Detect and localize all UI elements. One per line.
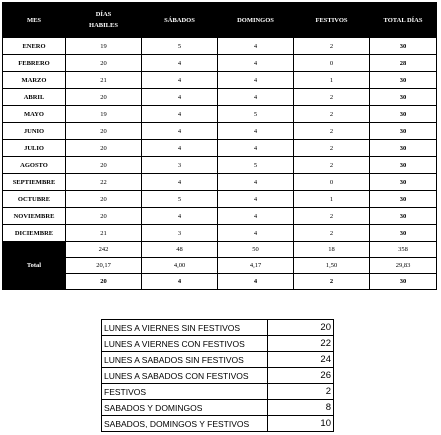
month-row: [3, 123, 437, 140]
summary-row: [102, 336, 334, 352]
month-total-cell: 30: [370, 72, 437, 89]
month-habiles-cell: 20: [66, 157, 142, 174]
month-habiles-cell: 20: [66, 191, 142, 208]
month-row: [3, 38, 437, 55]
month-total-cell: 30: [370, 123, 437, 140]
rounded-sabados: 4: [142, 274, 218, 290]
month-sabados-cell: 4: [142, 140, 218, 157]
month-total-cell: 30: [370, 191, 437, 208]
month-domingos-cell: 4: [218, 225, 294, 242]
month-name-cell: OCTUBRE: [3, 191, 66, 208]
sum-festivos: 18: [294, 242, 370, 258]
month-domingos-cell: 5: [218, 157, 294, 174]
month-row: [3, 191, 437, 208]
month-habiles-cell: 20: [66, 140, 142, 157]
month-name-cell: MAYO: [3, 106, 66, 123]
summary-value: 10: [268, 416, 334, 432]
summary-label: LUNES A VIERNES CON FESTIVOS: [102, 336, 268, 352]
month-habiles-cell: 19: [66, 38, 142, 55]
rounded-domingos: 4: [218, 274, 294, 290]
month-name-cell: NOVIEMBRE: [3, 208, 66, 225]
summary-value: 26: [268, 368, 334, 384]
header-dias-line2: HABILES: [89, 22, 118, 29]
month-total-cell: 30: [370, 106, 437, 123]
rounded-festivos: 2: [294, 274, 370, 290]
sum-sabados: 48: [142, 242, 218, 258]
month-festivos-cell: 2: [294, 123, 370, 140]
sum-domingos: 50: [218, 242, 294, 258]
rounded-habiles: 20: [66, 274, 142, 290]
header-total-dias: TOTAL DÍAS: [370, 3, 437, 38]
month-total-cell: 30: [370, 89, 437, 106]
avg-sabados: 4,00: [142, 258, 218, 274]
avg-total: 29,83: [370, 258, 437, 274]
month-total-cell: 30: [370, 157, 437, 174]
header-festivos: FESTIVOS: [294, 3, 370, 38]
month-row: [3, 208, 437, 225]
month-festivos-cell: 2: [294, 140, 370, 157]
month-name-cell: JULIO: [3, 140, 66, 157]
month-festivos-cell: 0: [294, 174, 370, 191]
month-sabados-cell: 4: [142, 106, 218, 123]
month-festivos-cell: 2: [294, 225, 370, 242]
month-festivos-cell: 1: [294, 191, 370, 208]
summary-label: SABADOS, DOMINGOS Y FESTIVOS: [102, 416, 268, 432]
month-domingos-cell: 4: [218, 55, 294, 72]
month-total-cell: 30: [370, 174, 437, 191]
month-row: [3, 106, 437, 123]
month-total-cell: 28: [370, 55, 437, 72]
totals-sum-row: [3, 242, 437, 258]
month-domingos-cell: 4: [218, 38, 294, 55]
month-festivos-cell: 2: [294, 208, 370, 225]
month-domingos-cell: 4: [218, 89, 294, 106]
month-domingos-cell: 4: [218, 174, 294, 191]
header-dias-habiles: [66, 3, 142, 38]
month-sabados-cell: 4: [142, 123, 218, 140]
avg-habiles: 20,17: [66, 258, 142, 274]
month-row: [3, 72, 437, 89]
month-domingos-cell: 4: [218, 123, 294, 140]
summary-label: LUNES A VIERNES SIN FESTIVOS: [102, 320, 268, 336]
summary-row: [102, 400, 334, 416]
summary-row: [102, 352, 334, 368]
month-total-cell: 30: [370, 140, 437, 157]
summary-value: 24: [268, 352, 334, 368]
month-habiles-cell: 20: [66, 89, 142, 106]
month-row: [3, 225, 437, 242]
summary-label: LUNES A SABADOS CON FESTIVOS: [102, 368, 268, 384]
month-habiles-cell: 21: [66, 225, 142, 242]
summary-label: SABADOS Y DOMINGOS: [102, 400, 268, 416]
avg-domingos: 4,17: [218, 258, 294, 274]
month-festivos-cell: 1: [294, 72, 370, 89]
month-festivos-cell: 0: [294, 55, 370, 72]
summary-value: 8: [268, 400, 334, 416]
month-total-cell: 30: [370, 38, 437, 55]
header-mes: MES: [3, 3, 66, 38]
summary-value: 22: [268, 336, 334, 352]
rounded-total: 30: [370, 274, 437, 290]
month-row: [3, 174, 437, 191]
month-domingos-cell: 4: [218, 208, 294, 225]
total-label: Total: [3, 242, 66, 290]
month-festivos-cell: 2: [294, 89, 370, 106]
month-festivos-cell: 2: [294, 157, 370, 174]
sum-habiles: 242: [66, 242, 142, 258]
month-domingos-cell: 4: [218, 72, 294, 89]
sum-total: 358: [370, 242, 437, 258]
month-sabados-cell: 4: [142, 174, 218, 191]
month-total-cell: 30: [370, 208, 437, 225]
month-name-cell: ABRIL: [3, 89, 66, 106]
month-name-cell: ENERO: [3, 38, 66, 55]
month-festivos-cell: 2: [294, 106, 370, 123]
month-name-cell: JUNIO: [3, 123, 66, 140]
summary-value: 2: [268, 384, 334, 400]
summary-table: [101, 319, 334, 432]
summary-row: [102, 384, 334, 400]
month-name-cell: MARZO: [3, 72, 66, 89]
summary-row: [102, 416, 334, 432]
month-name-cell: AGOSTO: [3, 157, 66, 174]
summary-label: LUNES A SABADOS SIN FESTIVOS: [102, 352, 268, 368]
month-name-cell: DICIEMBRE: [3, 225, 66, 242]
summary-label: FESTIVOS: [102, 384, 268, 400]
month-row: [3, 140, 437, 157]
month-sabados-cell: 5: [142, 191, 218, 208]
month-domingos-cell: 5: [218, 106, 294, 123]
month-sabados-cell: 4: [142, 55, 218, 72]
month-sabados-cell: 4: [142, 72, 218, 89]
summary-value: 20: [268, 320, 334, 336]
calendar-table: [2, 2, 437, 290]
month-habiles-cell: 20: [66, 123, 142, 140]
header-dias-line1: DÍAS: [95, 11, 112, 18]
month-total-cell: 30: [370, 225, 437, 242]
month-row: [3, 89, 437, 106]
month-name-cell: SEPTIEMBRE: [3, 174, 66, 191]
month-sabados-cell: 3: [142, 157, 218, 174]
month-sabados-cell: 4: [142, 89, 218, 106]
month-habiles-cell: 20: [66, 208, 142, 225]
header-row: [3, 3, 437, 38]
summary-row: [102, 368, 334, 384]
header-sabados: SÁBADOS: [142, 3, 218, 38]
month-habiles-cell: 22: [66, 174, 142, 191]
header-domingos: DOMINGOS: [218, 3, 294, 38]
totals-rounded-row: [3, 274, 437, 290]
month-sabados-cell: 5: [142, 38, 218, 55]
summary-row: [102, 320, 334, 336]
month-festivos-cell: 2: [294, 38, 370, 55]
month-row: [3, 55, 437, 72]
month-habiles-cell: 19: [66, 106, 142, 123]
month-sabados-cell: 4: [142, 208, 218, 225]
totals-avg-row: [3, 258, 437, 274]
avg-festivos: 1,50: [294, 258, 370, 274]
month-name-cell: FEBRERO: [3, 55, 66, 72]
month-habiles-cell: 20: [66, 55, 142, 72]
month-sabados-cell: 3: [142, 225, 218, 242]
month-row: [3, 157, 437, 174]
month-domingos-cell: 4: [218, 140, 294, 157]
month-domingos-cell: 4: [218, 191, 294, 208]
month-habiles-cell: 21: [66, 72, 142, 89]
